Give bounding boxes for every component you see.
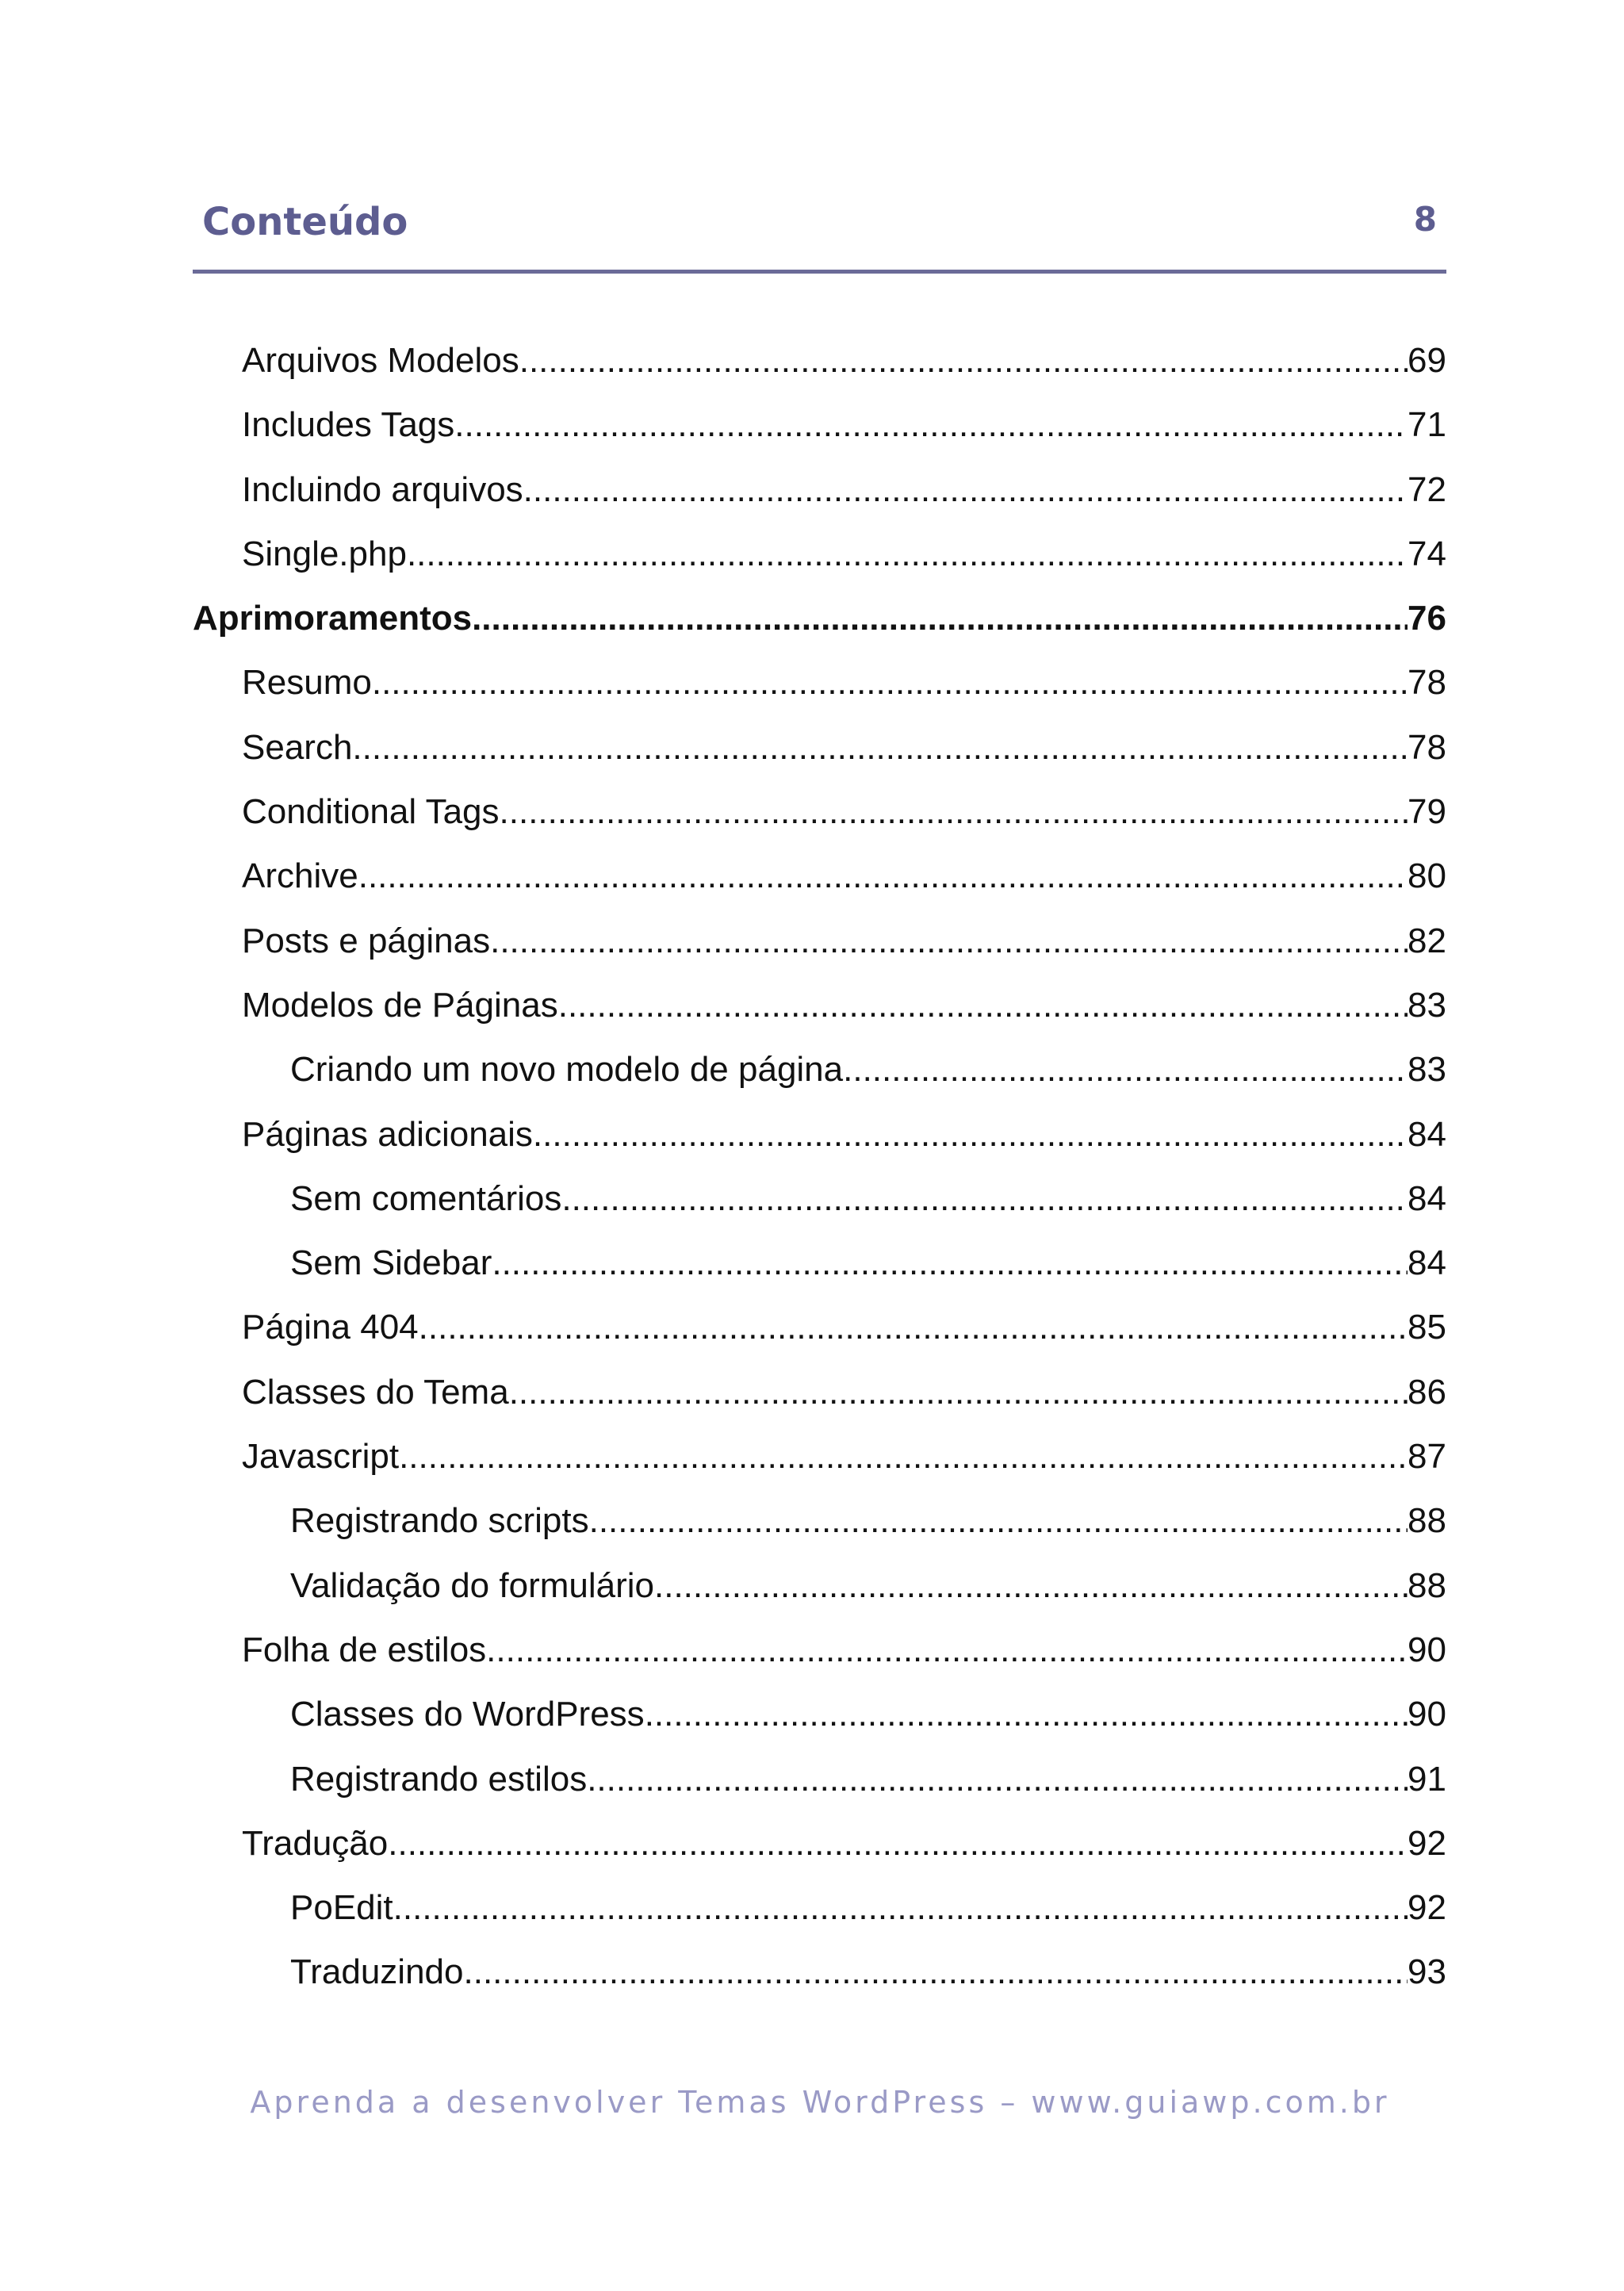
toc-entry[interactable] <box>193 1565 1446 1633</box>
toc-dot-leader <box>558 988 1408 1023</box>
toc-entry-title: Classes do Tema <box>242 1372 509 1412</box>
toc-entry-title: PoEdit <box>290 1888 393 1928</box>
toc-entry[interactable] <box>193 469 1446 537</box>
toc-entry[interactable] <box>193 985 1446 1052</box>
toc-dot-leader <box>472 601 1408 636</box>
toc-entry-title: Páginas adicionais <box>242 1114 533 1154</box>
toc-entry[interactable] <box>193 534 1446 601</box>
toc-dot-leader <box>388 1826 1408 1861</box>
toc-dot-leader <box>589 1504 1408 1538</box>
toc-dot-leader <box>654 1569 1408 1603</box>
toc-entry[interactable] <box>193 1310 1446 1374</box>
toc-dot-leader <box>509 1375 1408 1410</box>
toc-entry-page: 85 <box>1408 1308 1446 1347</box>
toc-entry-title: Sem Sidebar <box>290 1243 492 1283</box>
toc-entry-page: 84 <box>1408 1243 1446 1283</box>
toc-entry-title: Traduzindo <box>290 1952 464 1992</box>
toc-dot-leader <box>561 1182 1408 1216</box>
toc-dot-leader <box>843 1052 1408 1087</box>
table-of-contents <box>193 343 1446 2020</box>
toc-entry-page: 86 <box>1408 1372 1446 1412</box>
toc-entry-title: Resumo <box>242 663 372 703</box>
toc-entry[interactable] <box>193 1243 1446 1310</box>
toc-entry-title: Archive <box>242 856 358 896</box>
toc-dot-leader <box>352 730 1408 765</box>
toc-entry-page: 79 <box>1408 792 1446 832</box>
toc-entry-title: Validação do formulário <box>290 1565 654 1605</box>
toc-dot-leader <box>492 1246 1408 1281</box>
toc-entry-title: Javascript <box>242 1437 400 1477</box>
toc-entry-page: 84 <box>1408 1178 1446 1218</box>
toc-entry-title: Folha de estilos <box>242 1630 487 1669</box>
toc-entry-page: 82 <box>1408 921 1446 960</box>
toc-entry[interactable] <box>193 343 1446 408</box>
toc-entry-page: 83 <box>1408 985 1446 1025</box>
toc-dot-leader <box>645 1697 1408 1732</box>
toc-entry[interactable] <box>193 921 1446 988</box>
toc-entry-title: Modelos de Páginas <box>242 985 558 1025</box>
toc-entry-title: Tradução <box>242 1823 389 1863</box>
toc-dot-leader <box>519 343 1408 378</box>
toc-entry-page: 83 <box>1408 1050 1446 1090</box>
toc-dot-leader <box>393 1891 1408 1925</box>
toc-entry-page: 80 <box>1408 856 1446 896</box>
toc-entry-page: 88 <box>1408 1565 1446 1605</box>
toc-entry[interactable] <box>193 1888 1446 1955</box>
toc-entry[interactable] <box>193 1952 1446 2019</box>
toc-entry-page: 90 <box>1408 1630 1446 1669</box>
toc-entry-page: 92 <box>1408 1823 1446 1863</box>
toc-entry-title: Aprimoramentos <box>193 599 473 638</box>
toc-entry[interactable] <box>193 1501 1446 1568</box>
toc-entry[interactable] <box>193 1759 1446 1826</box>
toc-entry[interactable] <box>193 601 1446 665</box>
toc-dot-leader <box>464 1955 1408 1990</box>
toc-entry-title: Arquivos Modelos <box>242 341 519 380</box>
toc-entry-page: 78 <box>1408 727 1446 767</box>
toc-dot-leader <box>500 795 1408 829</box>
toc-entry-page: 74 <box>1408 534 1446 573</box>
toc-entry[interactable] <box>193 1178 1446 1246</box>
toc-entry-title: Página 404 <box>242 1308 419 1347</box>
toc-entry[interactable] <box>193 856 1446 923</box>
toc-entry-title: Registrando scripts <box>290 1501 589 1541</box>
toc-entry-title: Criando um novo modelo de página <box>290 1050 844 1090</box>
toc-dot-leader <box>358 859 1408 894</box>
toc-entry-page: 84 <box>1408 1114 1446 1154</box>
toc-entry[interactable] <box>193 1114 1446 1182</box>
toc-entry-page: 88 <box>1408 1501 1446 1541</box>
toc-entry[interactable] <box>193 727 1446 795</box>
toc-dot-leader <box>372 665 1408 700</box>
toc-entry-title: Conditional Tags <box>242 792 500 832</box>
toc-entry[interactable] <box>193 1823 1446 1891</box>
page-header <box>193 182 1446 274</box>
toc-entry[interactable] <box>193 792 1446 859</box>
toc-entry[interactable] <box>193 665 1446 730</box>
section-title: Conteúdo <box>202 200 408 244</box>
toc-entry-title: Incluindo arquivos <box>242 469 523 509</box>
toc-entry-page: 72 <box>1408 469 1446 509</box>
toc-entry-title: Search <box>242 727 353 767</box>
toc-entry-title: Includes Tags <box>242 405 455 445</box>
toc-dot-leader <box>399 1439 1408 1474</box>
toc-dot-leader <box>587 1762 1408 1797</box>
page-number: 8 <box>1413 200 1437 239</box>
toc-entry[interactable] <box>193 1630 1446 1697</box>
toc-entry-page: 91 <box>1408 1759 1446 1799</box>
toc-dot-leader <box>533 1117 1408 1152</box>
toc-dot-leader <box>419 1310 1408 1345</box>
toc-entry-title: Classes do WordPress <box>290 1695 645 1734</box>
toc-entry-page: 92 <box>1408 1888 1446 1928</box>
toc-entry-title: Sem comentários <box>290 1178 562 1218</box>
toc-entry-page: 87 <box>1408 1437 1446 1477</box>
toc-entry-page: 69 <box>1408 341 1446 380</box>
toc-dot-leader <box>490 924 1408 959</box>
toc-entry[interactable] <box>193 1697 1446 1761</box>
page-footer: Aprenda a desenvolver Temas WordPress – www.guiawp.com.br <box>250 2085 1390 2120</box>
toc-entry[interactable] <box>193 1439 1446 1504</box>
toc-entry[interactable] <box>193 405 1446 472</box>
toc-entry-page: 78 <box>1408 663 1446 703</box>
toc-entry-title: Single.php <box>242 534 407 573</box>
toc-entry-page: 90 <box>1408 1695 1446 1734</box>
toc-entry-title: Registrando estilos <box>290 1759 588 1799</box>
toc-dot-leader <box>523 473 1408 508</box>
toc-entry-page: 76 <box>1408 599 1446 638</box>
toc-entry[interactable] <box>193 1372 1446 1439</box>
toc-entry-title: Posts e páginas <box>242 921 491 960</box>
toc-dot-leader <box>407 537 1408 572</box>
toc-entry[interactable] <box>193 1052 1446 1117</box>
toc-dot-leader <box>486 1633 1408 1668</box>
toc-dot-leader <box>454 408 1408 442</box>
toc-entry-page: 93 <box>1408 1952 1446 1992</box>
toc-entry-page: 71 <box>1408 405 1446 445</box>
